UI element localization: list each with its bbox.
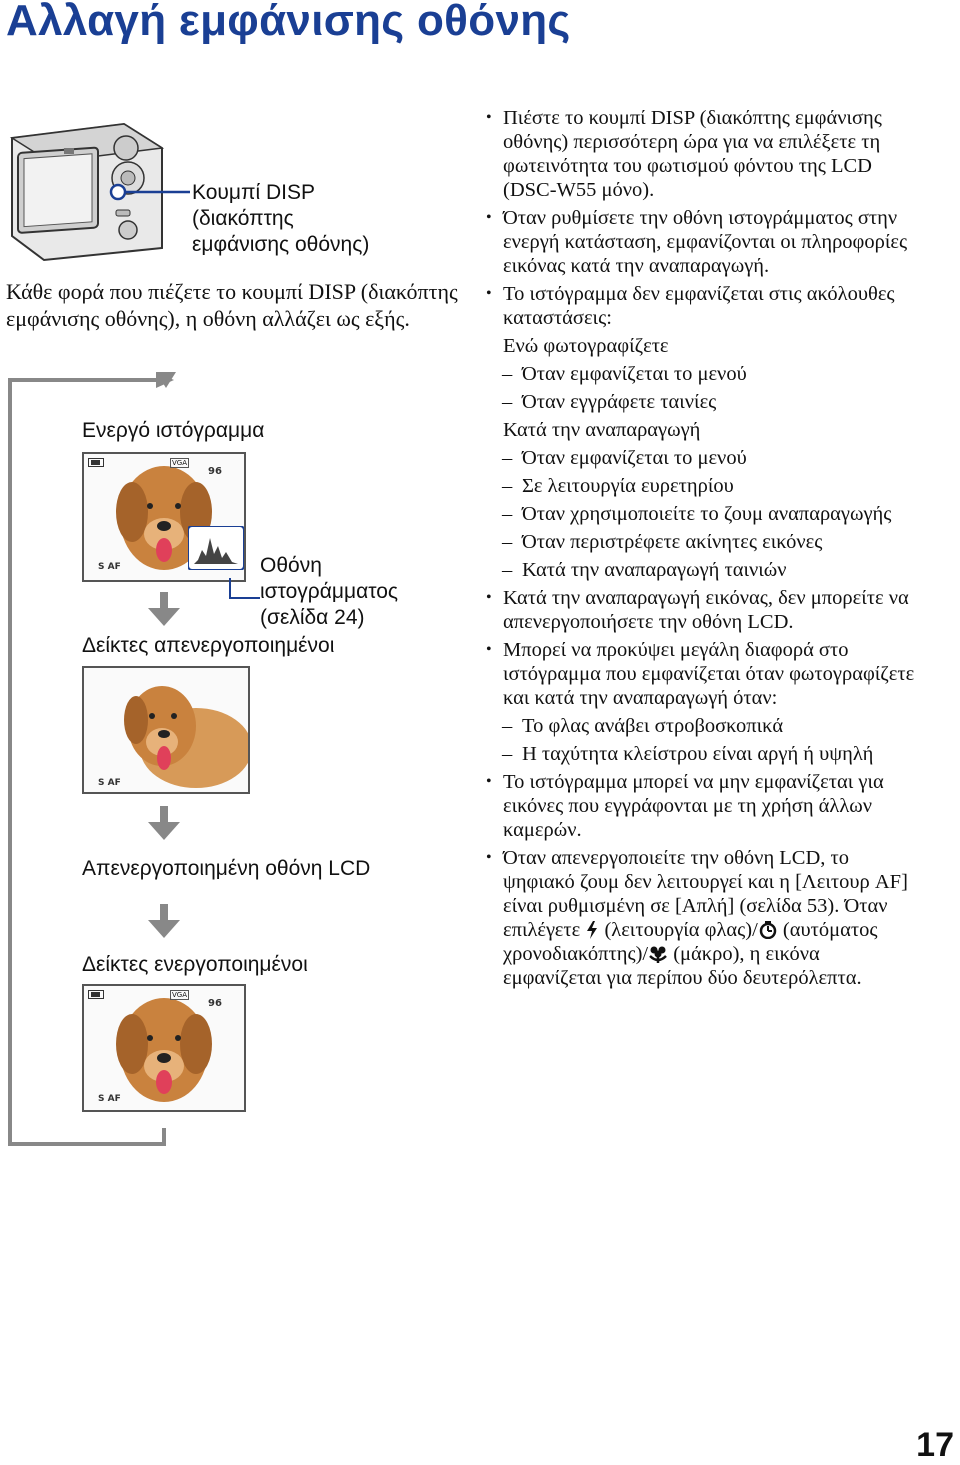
note-dash-item: – Όταν περιστρέφετε ακίνητες εικόνες (486, 530, 916, 554)
lcd-preview-indicators-on (82, 984, 246, 1112)
page-number: 17 (916, 1426, 954, 1464)
dog-photo (84, 668, 248, 792)
note-subheading: Κατά την αναπαραγωγή (503, 419, 701, 441)
disp-button-label: Κουμπί DISP (διακόπτης εμφάνισης οθόνης) (192, 181, 370, 256)
page-title: Αλλαγή εμφάνισης οθόνης (6, 0, 571, 45)
note-dash-item: – Η ταχύτητα κλείστρου είναι αργή ή υψηλή (486, 742, 916, 766)
camera-illustration (4, 118, 194, 263)
note-dash-item: – Όταν χρησιμοποιείτε το ζουμ αναπαραγωγής (486, 502, 916, 526)
focus-mode-indicator: S AF (98, 562, 121, 572)
note-subheading: Ενώ φωτογραφίζετε (503, 335, 669, 357)
note-dash-item: – Όταν εγγράφετε ταινίες (486, 390, 916, 414)
mode-indicators-off: Δείκτες απενεργοποιημένοι (82, 634, 335, 657)
mode-indicators-on: Δείκτες ενεργοποιημένοι (82, 953, 308, 976)
battery-icon (88, 990, 104, 999)
vga-badge: VGA (172, 991, 188, 999)
focus-mode-indicator: S AF (98, 778, 121, 788)
note-item: • Το ιστόγραμμα μπορεί να μην εμφανίζεται για εικόνες που εγγράφονται με τη χρήση άλλων καμερών. (486, 770, 916, 842)
vga-badge: VGA (172, 459, 188, 467)
lcd-preview-indicators-off (82, 666, 250, 794)
note-item: • Κατά την αναπαραγωγή εικόνας, δεν μπορείτε να απενεργοποιήσετε την οθόνη LCD. (486, 586, 916, 634)
notes-column (486, 106, 916, 994)
histogram-callout: Οθόνη ιστογράμματος (σελίδα 24) (260, 554, 399, 629)
focus-mode-indicator: S AF (98, 1094, 121, 1104)
battery-icon (88, 458, 104, 467)
self-timer-icon (758, 921, 778, 939)
note-dash-item: – Όταν εμφανίζεται το μενού (486, 362, 916, 386)
note-item: • Μπορεί να προκύψει μεγάλη διαφορά στο ιστόγραμμα που εμφανίζεται όταν φωτογραφίζετε και κατά την αναπαραγωγή όταν: (486, 638, 916, 710)
histogram-graph (188, 526, 244, 570)
down-arrow-icon (146, 806, 182, 842)
intro-text: Κάθε φορά που πιέζετε το κουμπί DISP (διακόπτης εμφάνισης οθόνης), η οθόνη αλλάζει ως εξής. (6, 279, 458, 331)
note-dash-item: – Κατά την αναπαραγωγή ταινιών (486, 558, 916, 582)
mode-lcd-off: Απενεργοποιημένη οθόνη LCD (82, 857, 371, 880)
note-item: • Πιέστε το κουμπί DISP (διακόπτης εμφάνισης οθόνης) περισσότερη ώρα για να επιλέξετε τη φωτεινότητα του φωτισμού φόντου της LCD (DSC-W55 μόνο). (486, 106, 916, 202)
flash-icon (585, 921, 599, 939)
note-item: • Όταν απενεργοποιείτε την οθόνη LCD, το ψηφιακό ζουμ δεν λειτουργεί και η [Λειτουρ AF] είναι ρυθμισμένη σε [Απλή] (σελίδα 53). Όταν επιλέγετε (λειτουργία φλας)/ (αυτόματος χρονοδιακόπτης)/ (μάκρο), η εικόνα εμφανίζεται για περίπου δύο δευτερόλεπτα. (486, 846, 916, 990)
note-dash-item: – Όταν εμφανίζεται το μενού (486, 446, 916, 470)
lcd-preview-histogram (82, 452, 246, 582)
shot-count: 96 (208, 466, 222, 477)
note-item: • Όταν ρυθμίσετε την οθόνη ιστογράμματος στην ενεργή κατάσταση, εμφανίζονται οι πληροφορίες εικόνας κατά την αναπαραγωγή. (486, 206, 916, 278)
down-arrow-icon (146, 904, 182, 940)
note-item: • Το ιστόγραμμα δεν εμφανίζεται στις ακόλουθες καταστάσεις: (486, 282, 916, 330)
note-dash-item: – Το φλας ανάβει στροβοσκοπικά (486, 714, 916, 738)
macro-icon (648, 945, 668, 963)
shot-count: 96 (208, 998, 222, 1009)
note-dash-item: – Σε λειτουργία ευρετηρίου (486, 474, 916, 498)
mode-histogram-on: Ενεργό ιστόγραμμα (82, 419, 265, 442)
down-arrow-icon (146, 592, 182, 628)
